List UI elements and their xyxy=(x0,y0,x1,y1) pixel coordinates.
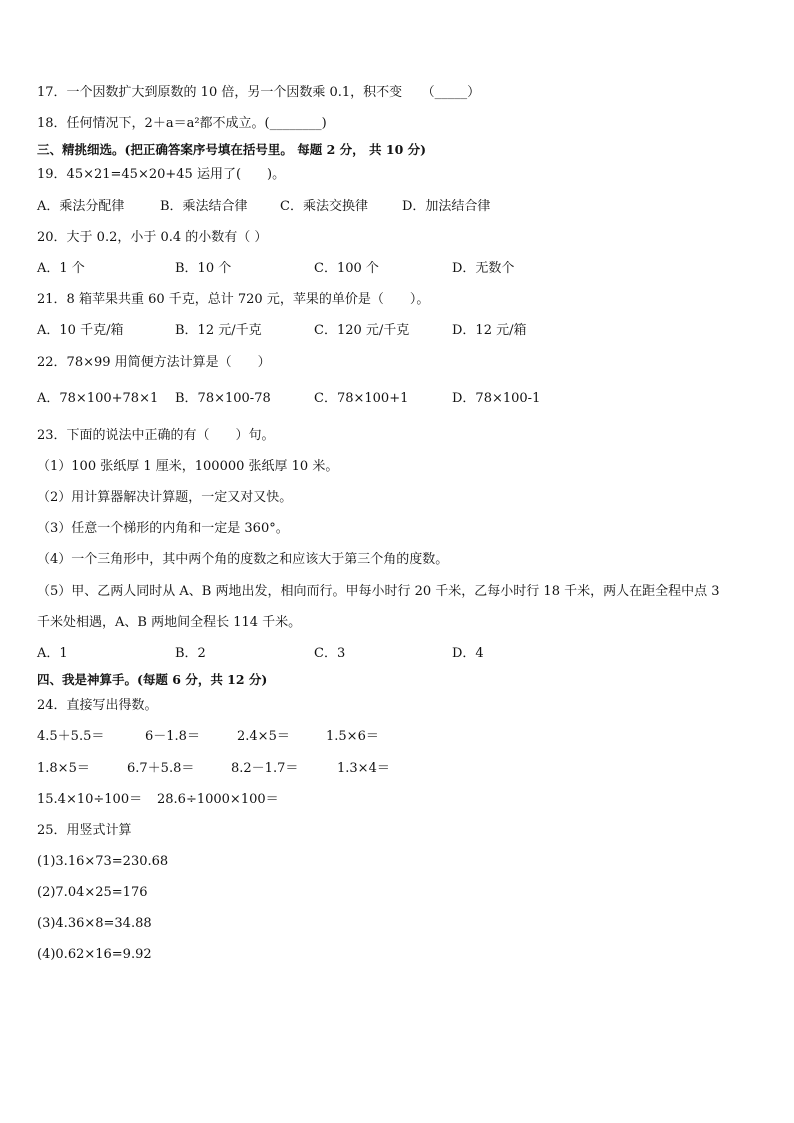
question-23-statement-3: （3）任意一个梯形的内角和一定是 360°。 xyxy=(37,521,289,536)
question-19-option-d: D．加法结合律 xyxy=(402,199,491,214)
calc-item: 8.2－1.7＝ xyxy=(231,761,299,776)
question-21-option-d: D．12 元/箱 xyxy=(452,323,527,338)
question-23-option-d: D．4 xyxy=(452,646,484,661)
vertical-calc-item: (3)4.36×8=34.88 xyxy=(37,916,152,931)
section-3-heading: 三、精挑细选。(把正确答案序号填在括号里。 每题 2 分， 共 10 分) xyxy=(37,142,427,157)
question-18: 18．任何情况下，2＋a＝a²都不成立。(________) xyxy=(37,116,327,131)
calc-item: 1.5×6＝ xyxy=(326,729,379,744)
calc-item: 1.3×4＝ xyxy=(337,761,390,776)
question-22-stem: 22．78×99 用简便方法计算是（ ） xyxy=(37,355,271,370)
calc-item: 6.7＋5.8＝ xyxy=(127,761,195,776)
question-20-option-a: A．1 个 xyxy=(37,261,85,276)
question-19-option-b: B．乘法结合律 xyxy=(160,199,248,214)
section-4-heading: 四、我是神算手。(每题 6 分，共 12 分) xyxy=(37,672,268,687)
calc-item: 2.4×5＝ xyxy=(237,729,290,744)
question-20-option-b: B．10 个 xyxy=(175,261,232,276)
question-20-option-d: D．无数个 xyxy=(452,261,515,276)
question-21-option-a: A．10 千克/箱 xyxy=(37,323,124,338)
question-20-stem: 20．大于 0.2，小于 0.4 的小数有（ ） xyxy=(37,230,268,245)
calc-item: 6－1.8＝ xyxy=(145,729,200,744)
vertical-calc-item: (4)0.62×16=9.92 xyxy=(37,947,152,962)
question-19-option-a: A．乘法分配律 xyxy=(37,199,125,214)
question-22-option-a: A．78×100+78×1 xyxy=(37,391,159,406)
question-23-statement-5-line-2: 千米处相遇，A、B 两地间全程长 114 千米。 xyxy=(37,615,302,630)
question-22-option-c: C．78×100+1 xyxy=(314,391,409,406)
question-23-option-a: A．1 xyxy=(37,646,68,661)
question-22-option-b: B．78×100-78 xyxy=(175,391,271,406)
question-23-option-c: C．3 xyxy=(314,646,346,661)
question-25-stem: 25．用竖式计算 xyxy=(37,823,132,838)
question-20-option-c: C．100 个 xyxy=(314,261,379,276)
vertical-calc-item: (1)3.16×73=230.68 xyxy=(37,854,169,869)
question-21-option-b: B．12 元/千克 xyxy=(175,323,262,338)
calc-item: 1.8×5＝ xyxy=(37,761,90,776)
question-23-statement-1: （1）100 张纸厚 1 厘米，100000 张纸厚 10 米。 xyxy=(37,459,339,474)
question-23-statement-2: （2）用计算器解决计算题，一定又对又快。 xyxy=(37,490,293,505)
question-17: 17．一个因数扩大到原数的 10 倍，另一个因数乘 0.1，积不变 （_____） xyxy=(37,85,481,100)
question-24-stem: 24．直接写出得数。 xyxy=(37,698,158,713)
calc-item: 28.6÷1000×100＝ xyxy=(157,792,279,807)
question-23-statement-4: （4）一个三角形中，其中两个角的度数之和应该大于第三个角的度数。 xyxy=(37,552,449,567)
calc-item: 15.4×10÷100＝ xyxy=(37,792,143,807)
question-19-option-c: C．乘法交换律 xyxy=(280,199,368,214)
question-21-option-c: C．120 元/千克 xyxy=(314,323,410,338)
question-23-stem: 23．下面的说法中正确的有（ ）句。 xyxy=(37,428,275,443)
question-21-stem: 21．8 箱苹果共重 60 千克，总计 720 元，苹果的单价是（ ）。 xyxy=(37,292,430,307)
question-22-option-d: D．78×100-1 xyxy=(452,391,541,406)
question-23-statement-5-line-1: （5）甲、乙两人同时从 A、B 两地出发，相向而行。甲每小时行 20 千米，乙每小时行 18 千米，两人在距全程中点 3 xyxy=(37,584,720,599)
question-23-option-b: B．2 xyxy=(175,646,206,661)
question-19-stem: 19．45×21=45×20+45 运用了( )。 xyxy=(37,167,286,182)
vertical-calc-item: (2)7.04×25=176 xyxy=(37,885,148,900)
calc-item: 4.5＋5.5＝ xyxy=(37,729,105,744)
